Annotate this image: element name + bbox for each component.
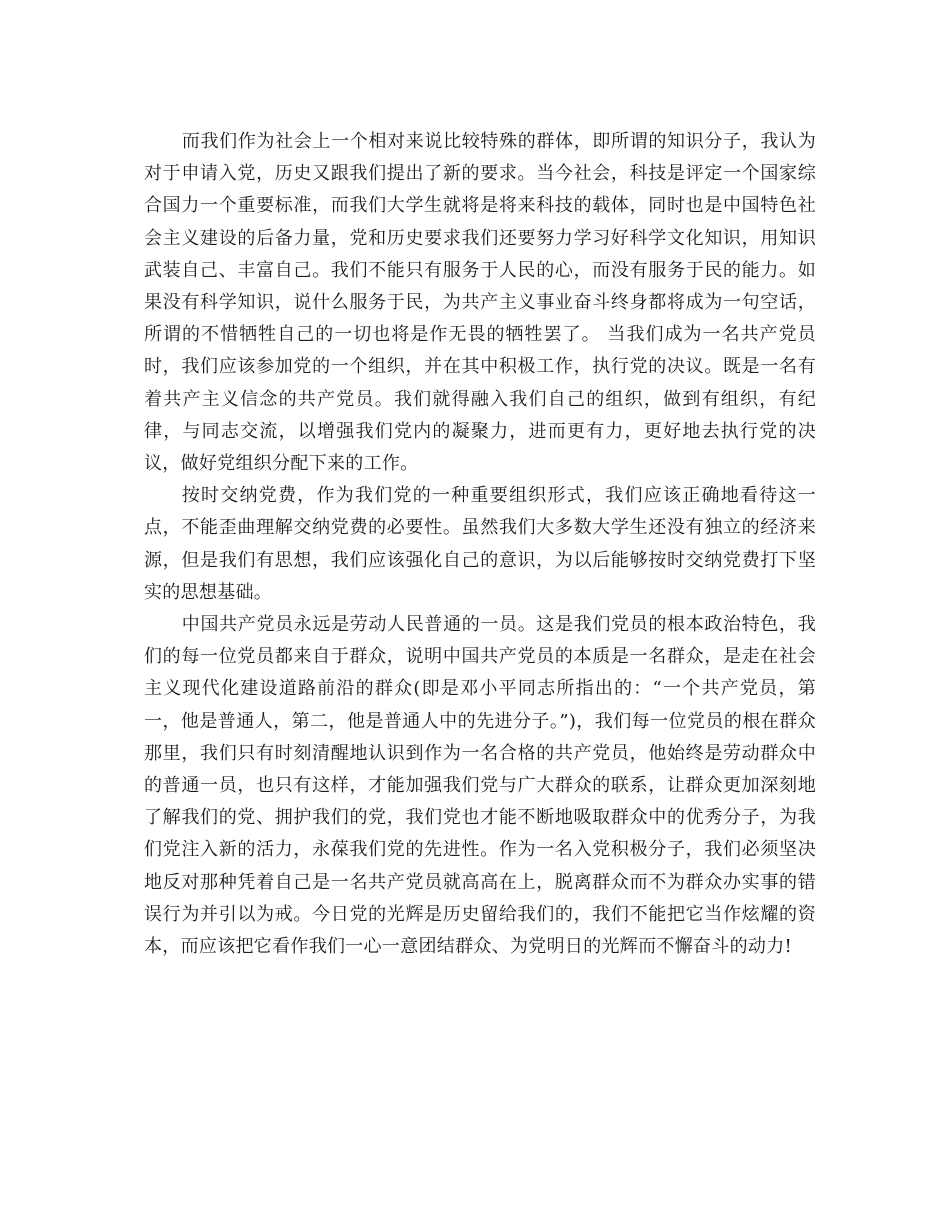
paragraph-knowledge-and-organization: 而我们作为社会上一个相对来说比较特殊的群体，即所谓的知识分子，我认为对于申请入党，历史又跟我们提出了新的要求。当今社会，科技是评定一个国家综合国力一个重要标准，而我们大学生就将是将来科技的载体，同时也是中国特色社会主义建设的后备力量，党和历史要求我们还要努力学习好科学文化知识，用知识武装自己、丰富自己。我们不能只有服务于人民的心，而没有服务于民的能力。如果没有科学知识，说什么服务于民，为共产主义事业奋斗终身都将成为一句空话，所谓的不惜牺牲自己的一切也将是作无畏的牺牲罢了。 当我们成为一名共产党员时，我们应该参加党的一个组织，并在其中积极工作，执行党的决议。既是一名有着共产主义信念的共产党员。我们就得融入我们自己的组织，做到有组织，有纪律，与同志交流，以增强我们党内的凝聚力，进而更有力，更好地去执行党的决议，做好党组织分配下来的工作。 bbox=[144, 131, 816, 475]
document-body bbox=[144, 126, 816, 963]
paragraph-party-dues: 按时交纳党费，作为我们党的一种重要组织形式，我们应该正确地看待这一点，不能歪曲理解交纳党费的必要性。虽然我们大多数大学生还没有独立的经济来源，但是我们有思想，我们应该强化自己的意识，为以后能够按时交纳党费打下坚实的思想基础。 bbox=[144, 485, 816, 603]
paragraph-ordinary-member: 中国共产党员永远是劳动人民普通的一员。这是我们党员的根本政治特色，我们的每一位党员都来自于群众，说明中国共产党员的本质是一名群众，是走在社会主义现代化建设道路前沿的群众(即是邓小平同志所指出的：“一个共产党员，第一，他是普通人，第二，他是普通人中的先进分子。”)，我们每一位党员的根在群众那里，我们只有时刻清醒地认识到作为一名合格的共产党员，他始终是劳动群众中的普通一员，也只有这样，才能加强我们党与广大群众的联系，让群众更加深刻地了解我们的党、拥护我们的党，我们党也才能不断地吸取群众中的优秀分子，为我们党注入新的活力，永葆我们党的先进性。作为一名入党积极分子，我们必须坚决地反对那种凭着自己是一名共产党员就高高在上，脱离群众而不为群众办实事的错误行为并引以为戒。今日党的光辉是历史留给我们的，我们不能把它当作炫耀的资本，而应该把它看作我们一心一意团结群众、为党明日的光辉而不懈奋斗的动力! bbox=[144, 614, 816, 958]
